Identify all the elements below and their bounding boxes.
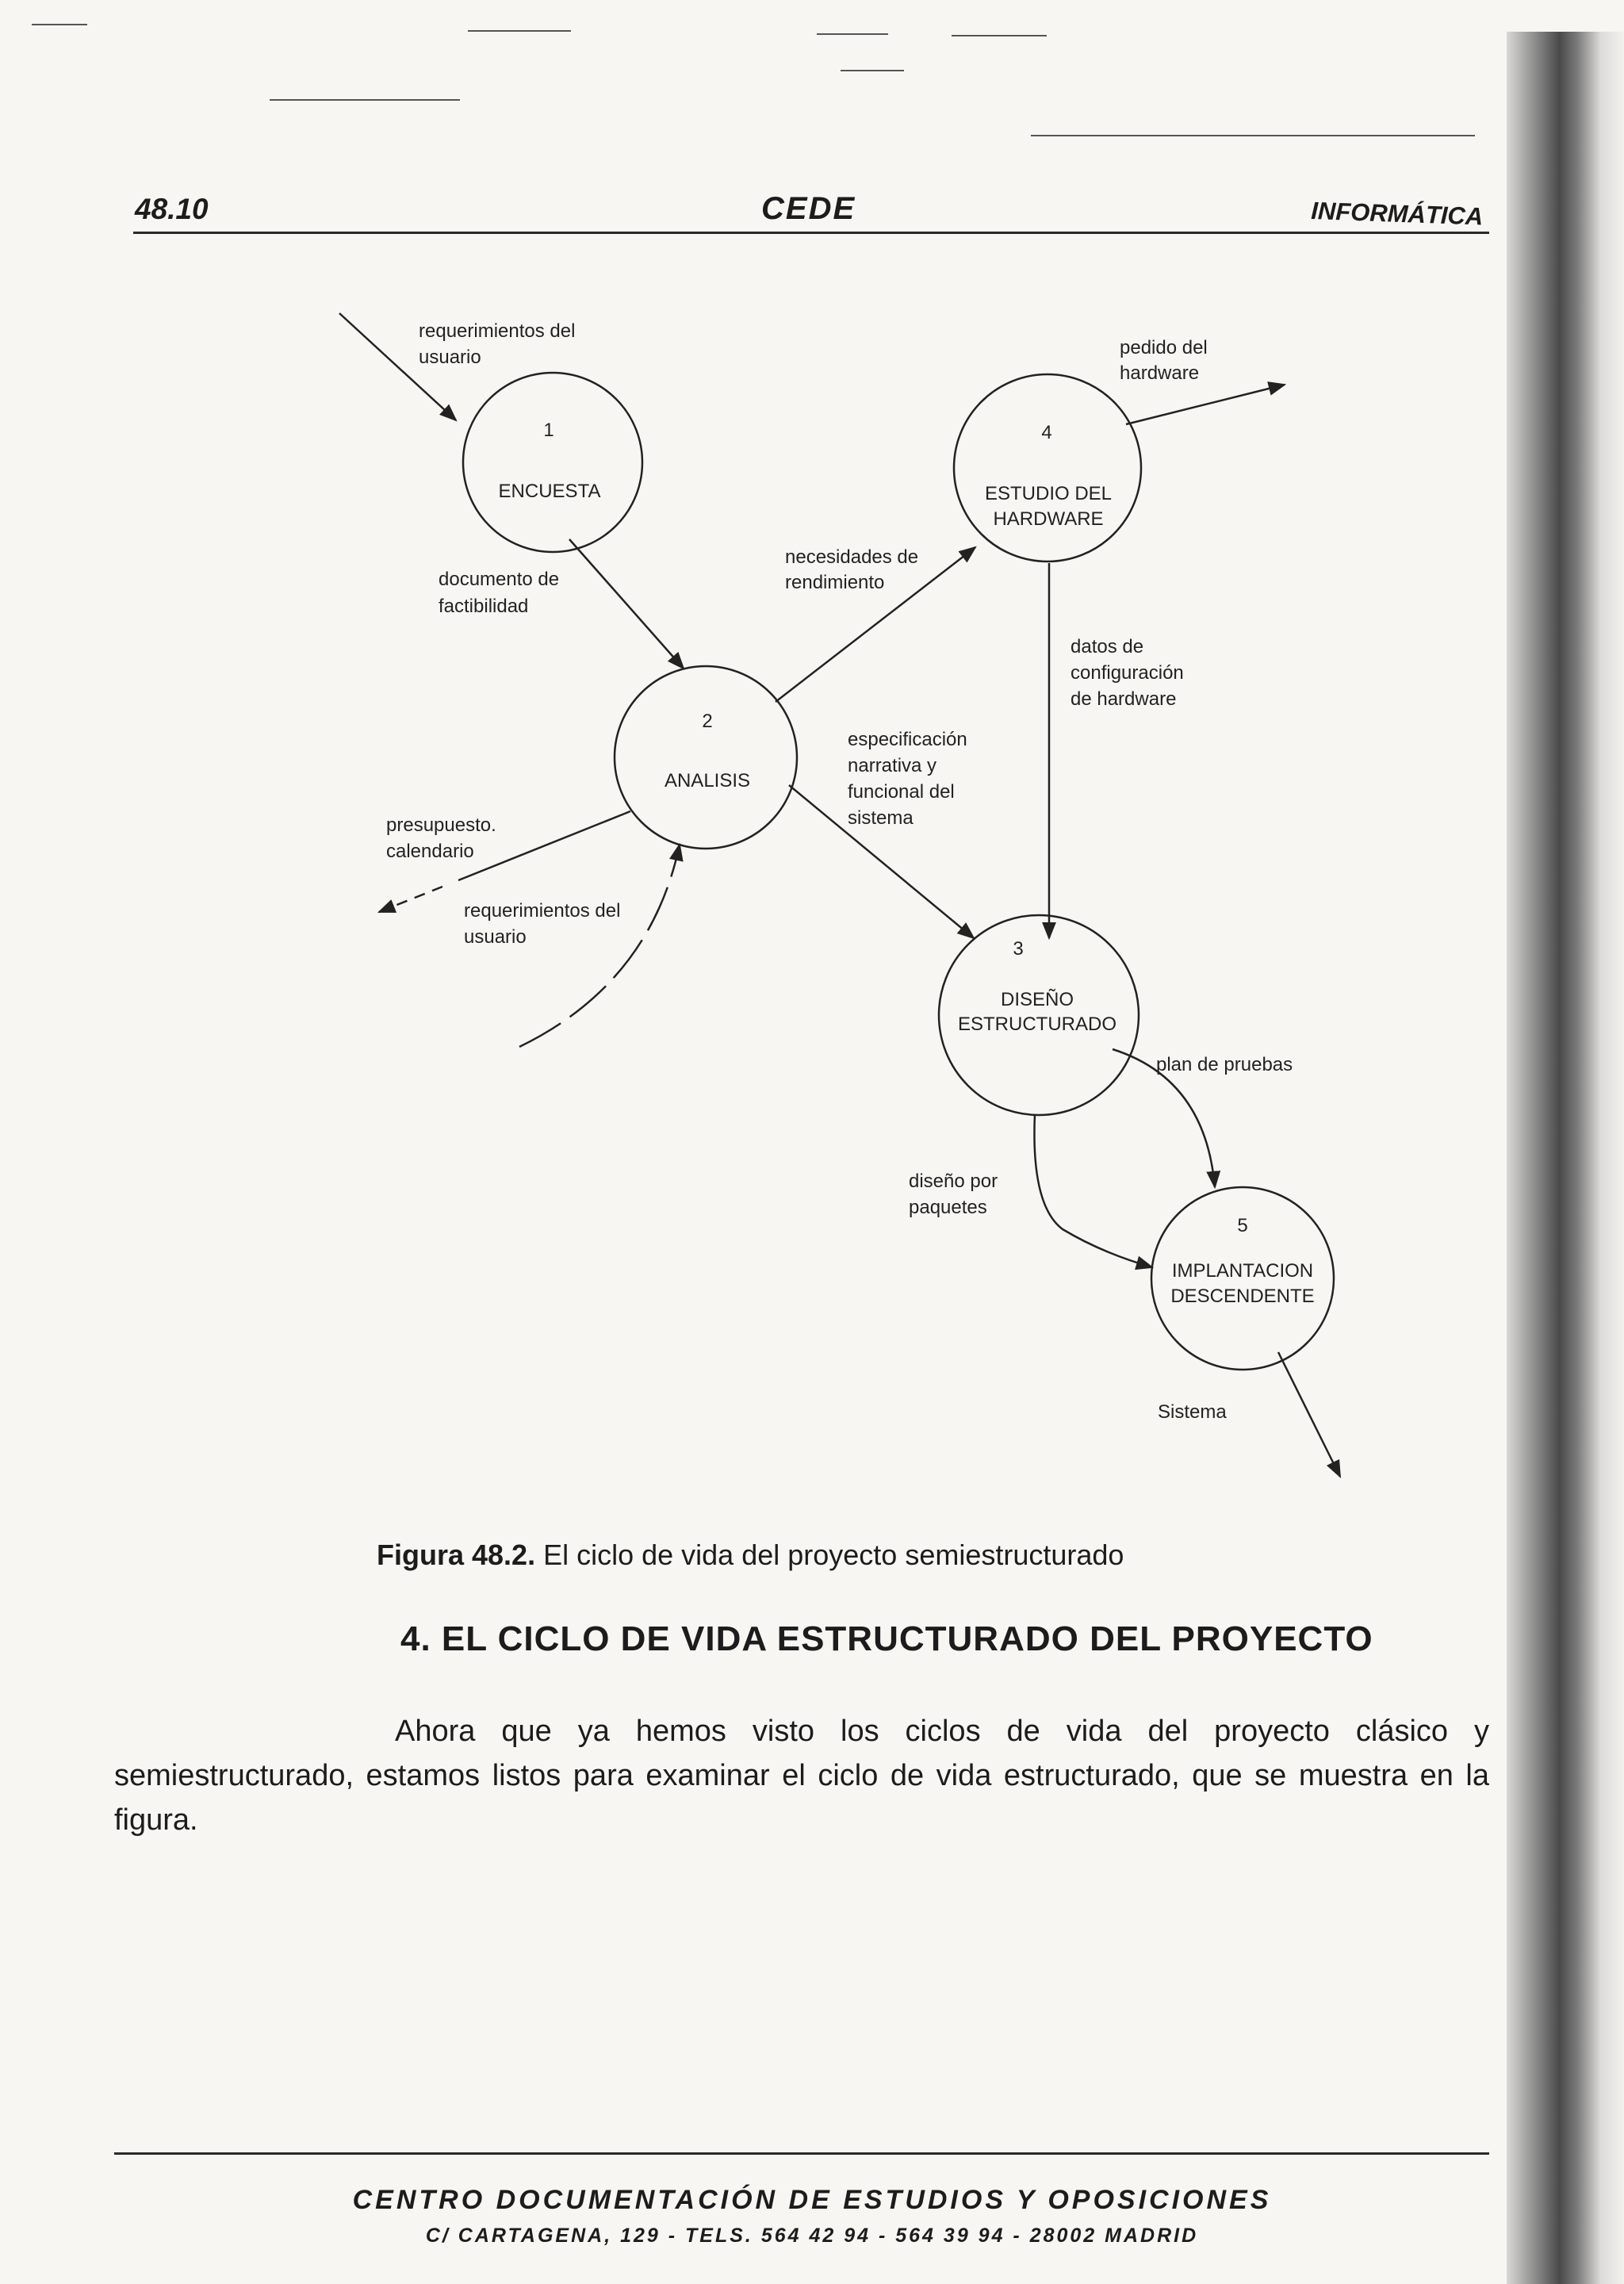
node-label: ANALISIS: [664, 770, 751, 791]
node-label: HARDWARE: [993, 508, 1104, 530]
section-heading: 4. EL CICLO DE VIDA ESTRUCTURADO DEL PROYECTO: [400, 1619, 1373, 1658]
flow-label: especificación: [848, 729, 967, 750]
caption-label: Figura 48.2.: [377, 1539, 536, 1571]
node-label: DISEÑO: [1000, 989, 1074, 1010]
flow-label: factibilidad: [439, 596, 529, 617]
flow-label: diseño por: [909, 1171, 998, 1192]
node-label: ENCUESTA: [498, 481, 601, 502]
flow-label: plan de pruebas: [1156, 1054, 1293, 1075]
flow-label: usuario: [464, 926, 527, 948]
node-label: DESCENDENTE: [1170, 1286, 1315, 1307]
flow-label: narrativa y: [848, 755, 937, 776]
node-label: IMPLANTACION: [1171, 1260, 1314, 1282]
flow-arrow: [1126, 385, 1285, 424]
flow-label: de hardware: [1071, 688, 1177, 710]
header-section: INFORMÁTICA: [1310, 197, 1484, 231]
flow-label: rendimiento: [785, 572, 885, 593]
flow-label: configuración: [1071, 662, 1184, 684]
flow-label: hardware: [1120, 362, 1200, 384]
flow-arrow: [379, 887, 442, 912]
process-circle-4: [954, 374, 1141, 561]
flow-label: presupuesto.: [386, 814, 496, 836]
node-number: 2: [702, 711, 713, 732]
flow-label: Sistema: [1158, 1401, 1227, 1423]
flow-label: usuario: [419, 347, 481, 368]
node-label: ESTRUCTURADO: [957, 1014, 1117, 1035]
flow-label: pedido del: [1120, 337, 1208, 358]
footer-rule: [114, 2152, 1489, 2155]
node-number: 3: [1013, 938, 1024, 960]
page-number: 48.10: [135, 193, 209, 225]
flow-label: paquetes: [909, 1197, 987, 1218]
flow-label: requerimientos del: [419, 320, 576, 342]
flow-label: calendario: [386, 841, 474, 862]
flow-arrow: [569, 539, 684, 669]
figure-caption: [377, 1539, 1124, 1572]
flow-arrow: [1278, 1352, 1340, 1477]
paragraph-text: Ahora que ya hemos visto los ciclos de vida del proyecto clásico y semiestructurado, estamos listos para examinar el ciclo de vida estructurado, que se muestra en la figura.: [114, 1715, 1489, 1837]
node-label: ESTUDIO DEL: [984, 483, 1113, 504]
flow-label: funcional del: [848, 781, 955, 803]
process-circle-2: [615, 666, 797, 849]
flow-label: documento de: [439, 569, 560, 590]
body-paragraph: [114, 1709, 1489, 1842]
node-number: 1: [543, 420, 554, 441]
footer-address: C/ CARTAGENA, 129 - TELS. 564 42 94 - 564 39 94 - 28002 MADRID: [425, 2225, 1199, 2247]
footer-institution: CENTRO DOCUMENTACIÓN DE ESTUDIOS Y OPOSICIONES: [352, 2185, 1272, 2215]
flow-label: sistema: [848, 807, 914, 829]
node-number: 5: [1237, 1215, 1248, 1236]
flow-arrow: [519, 845, 680, 1047]
header-title: CEDE: [761, 191, 856, 226]
flow-label: datos de: [1071, 636, 1144, 657]
flow-label: requerimientos del: [464, 900, 621, 922]
caption-text: El ciclo de vida del proyecto semiestructurado: [535, 1539, 1124, 1571]
flow-arrow: [776, 547, 975, 702]
flow-label: necesidades de: [785, 546, 919, 568]
process-circle-1: [463, 373, 642, 552]
node-number: 4: [1041, 422, 1052, 443]
flow-arrow: [1034, 1114, 1152, 1267]
